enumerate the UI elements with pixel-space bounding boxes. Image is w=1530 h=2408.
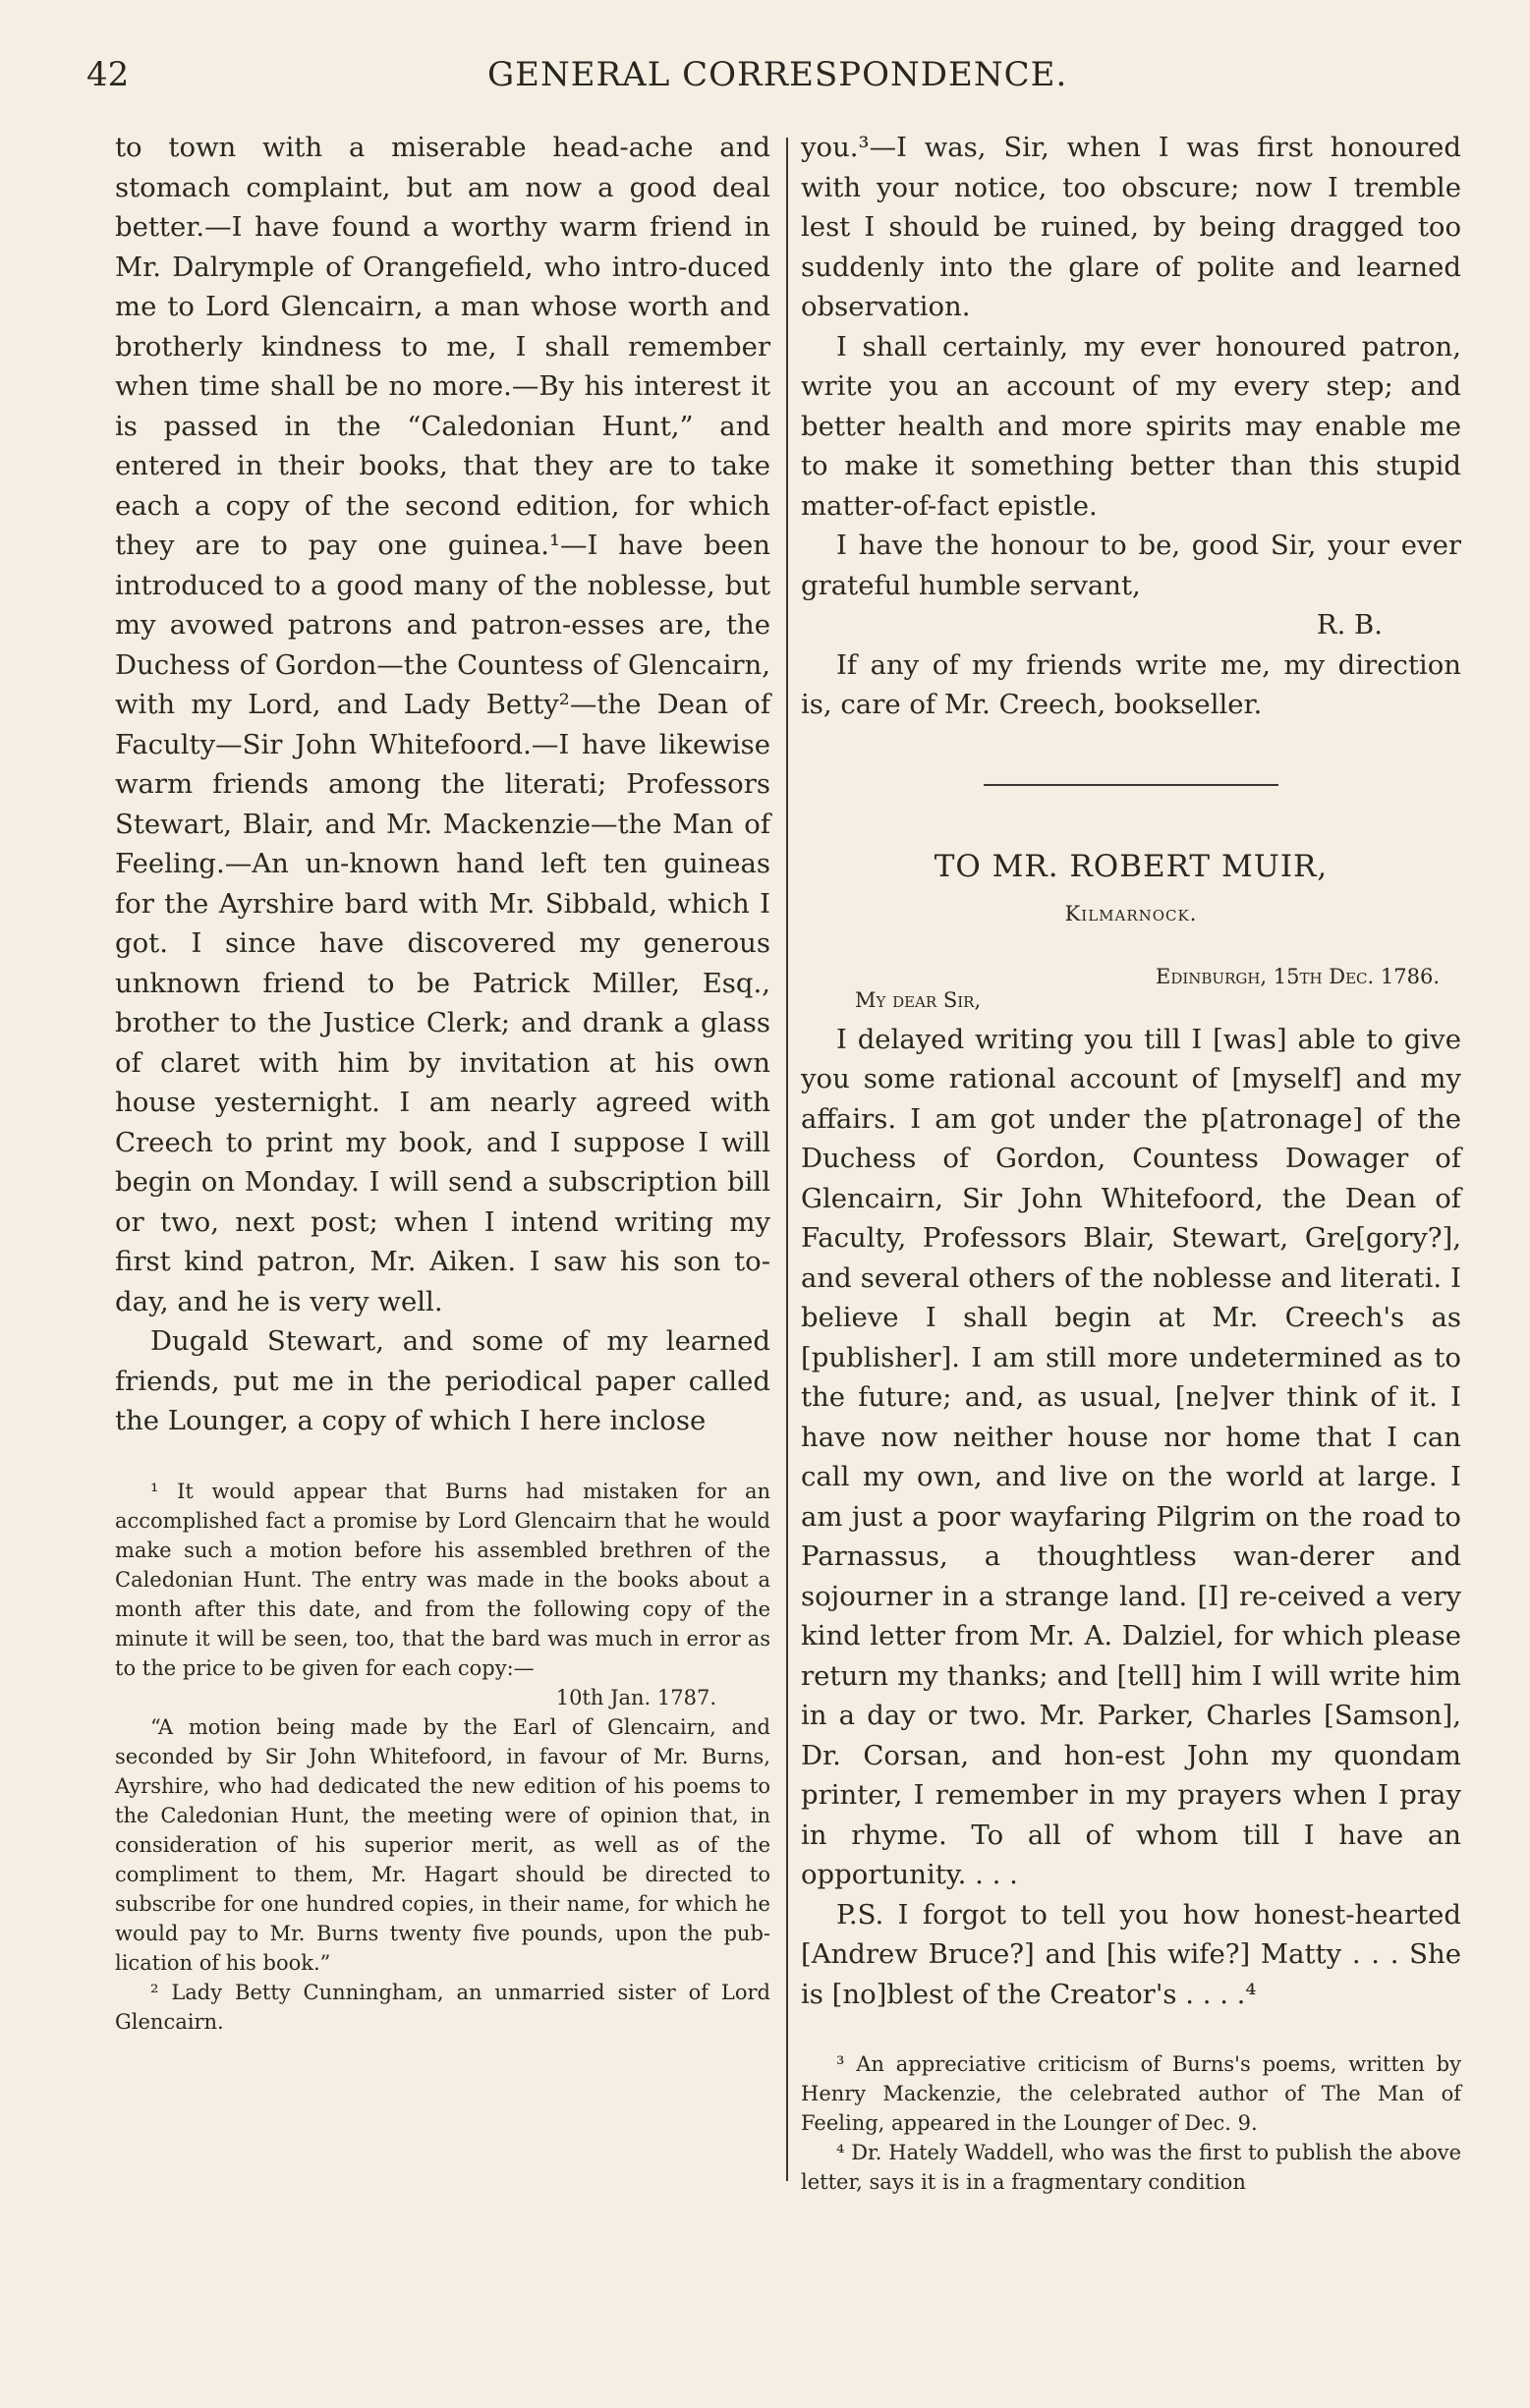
column-divider <box>786 138 788 2181</box>
footnote-1: ¹ It would appear that Burns had mistaken for an accomplished fact a promise by Lord Glencairn that he would make such a motion before his assembled brethren of the Caledonian Hunt. The entry was made in the books about a month after this date, and from the following copy of the minute it will be seen, too, that the bard was much in error as to the price to be given for each copy:— <box>115 1479 770 1680</box>
letter-title: TO MR. ROBERT MUIR, <box>934 848 1329 884</box>
body-paragraph: I shall certainly, my ever honoured patron, write you an account of my every step; and better health and more spirits may enable me to make it something better than this stupid matter-of-fact epistle. <box>801 330 1461 522</box>
postscript-direction: If any of my friends write me, my direction is, care of Mr. Creech, bookseller. <box>801 648 1461 720</box>
footnote-3: ³ An appreciative criticism of Burns's poems, written by Henry Mackenzie, the celebrated author of The Man of Feeling, appeared in the Lounger of Dec. 9. <box>801 2052 1461 2135</box>
right-column <box>801 128 1461 2197</box>
postscript: P.S. I forgot to tell you how honest-hearted [Andrew Bruce?] and [his wife?] Matty . . . She is [no]blest of the Creator's . . . .⁴ <box>801 1898 1461 2010</box>
body-paragraph: to town with a miserable head-ache and stomach complaint, but am now a good deal better.—I have found a worthy warm friend in Mr. Dalrymple of Orangefield, who intro-duced me to Lord Glencairn, a man whose worth and brotherly kindness to me, I shall remember when time shall be no more.—By his interest it is passed in the “Caledonian Hunt,” and entered in their books, that they are to take each a copy of the second edition, for which they are to pay one guinea.¹—I have been introduced to a good many of the noblesse, but my avowed patrons and patron-esses are, the Duchess of Gordon—the Countess of Glencairn, with my Lord, and Lady Betty²—the Dean of Faculty—Sir John Whitefoord.—I have likewise warm friends among the literati; Professors Stewart, Blair, and Mr. Mackenzie—the Man of Feeling.—An un-known hand left ten guineas for the Ayrshire bard with Mr. Sibbald, which I got. I since have discovered my generous unknown friend to be Patrick Miller, Esq., brother to the Justice Clerk; and drank a glass of claret with him by invitation at his own house yesternight. I am nearly agreed with Creech to print my book, and I suppose I will begin on Monday. I will send a subscription bill or two, next post; when I intend writing my first kind patron, Mr. Aiken. I saw his son to-day, and he is very well. <box>115 132 770 1317</box>
closing-line: I have the honour to be, good Sir, your ever grateful humble servant, <box>801 530 1461 601</box>
dateline: Edinburgh, 15th Dec. 1786. <box>1156 964 1440 988</box>
footnote-1-quote: “A motion being made by the Earl of Glencairn, and seconded by Sir John Whitefoord, in favour of Mr. Burns, Ayrshire, who had dedicated the new edition of his poems to the Caledonian Hunt, the meeting were of opinion that, in consideration of his superior merit, as well as of the compliment to them, Mr. Hagart should be directed to subscribe for one hundred copies, in their name, for which he would pay to Mr. Burns twenty five pounds, upon the pub-lication of his book.” <box>115 1714 770 1975</box>
footnotes <box>115 1477 770 2037</box>
body-paragraph: you.³—I was, Sir, when I was first honoured with your notice, too obscure; now I tremble lest I should be ruined, by being dragged too suddenly into the glare of polite and learned observation. <box>801 132 1461 322</box>
footnote-1-date: 10th Jan. 1787. <box>555 1685 716 1709</box>
body-paragraph: Dugald Stewart, and some of my learned friends, put me in the periodical paper called the Lounger, a copy of which I here inclose <box>115 1325 770 1436</box>
footnote-4: ⁴ Dr. Hately Waddell, who was the first to publish the above letter, says it is in a fragmentary condition <box>801 2141 1461 2194</box>
page-header <box>86 55 1069 104</box>
letter-location: Kilmarnock. <box>1064 901 1198 925</box>
page-number: 42 <box>86 55 130 94</box>
salutation: My dear Sir, <box>855 987 982 1012</box>
body-paragraph: I delayed writing you till I [was] able to give you some rational account of [myself] and my affairs. I am got under the p[atronage] of the Duchess of Gordon, Countess Dowager of Glencairn, Sir John Whitefoord, the Dean of Faculty, Professors Blair, Stewart, Gre[gory?], and several others of the noblesse and literati. I believe I shall begin at Mr. Creech's as [publisher]. I am still more undetermined as to the future; and, as usual, [ne]ver think of it. I have now neither house nor home that I can call my own, and live on the world at large. I am just a poor wayfaring Pilgrim on the road to Parnassus, a thoughtless wan-derer and sojourner in a strange land. [I] re-ceived a very kind letter from Mr. A. Dalziel, for which please return my thanks; and [tell] him I will write him in a day or two. Mr. Parker, Charles [Samson], Dr. Corsan, and hon-est John my quondam printer, I remember in my prayers when I pray in rhyme. To all of whom till I have an opportunity. . . . <box>801 1023 1461 1890</box>
section-divider <box>984 784 1278 786</box>
running-head: GENERAL CORRESPONDENCE. <box>487 55 1068 94</box>
footnote-2: ² Lady Betty Cunningham, an unmarried sister of Lord Glencairn. <box>115 1980 770 2034</box>
footnotes <box>801 2049 1461 2197</box>
signature: R. B. <box>1316 609 1383 641</box>
left-column <box>115 128 770 2037</box>
